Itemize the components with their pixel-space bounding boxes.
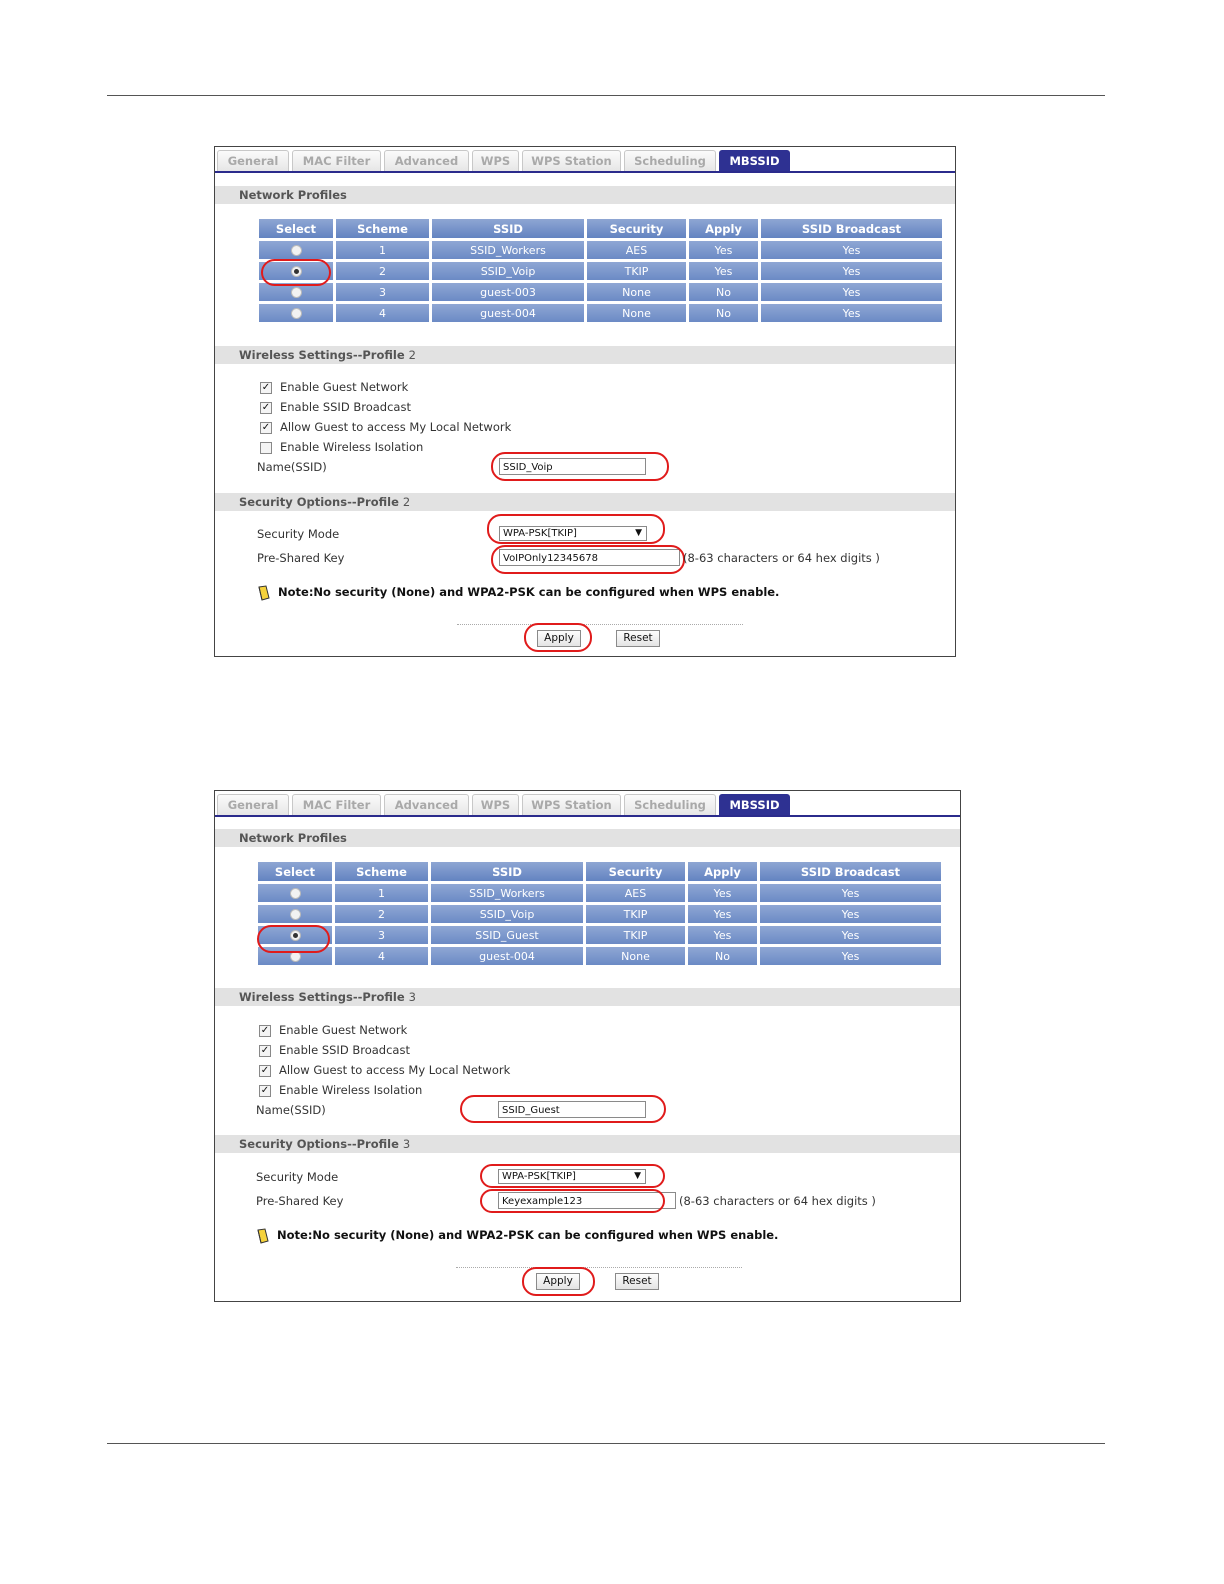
allow-guest-local-checkbox[interactable]: ✓ — [261, 421, 271, 433]
apply-button[interactable]: Apply — [536, 1273, 580, 1290]
scheme-cell: 1 — [336, 241, 429, 259]
select-cell — [258, 905, 332, 923]
enable-guest-network-checkbox[interactable]: ✓ — [260, 1024, 270, 1036]
security-cell: TKIP — [586, 905, 685, 923]
table-row — [258, 947, 941, 965]
ssid-cell: guest-003 — [432, 283, 584, 301]
dropdown-arrow-icon: ▼ — [634, 1171, 641, 1181]
allow-guest-local-row: ✓ Allow Guest to access My Local Network — [261, 420, 512, 434]
reset-button[interactable]: Reset — [615, 1273, 659, 1290]
dropdown-arrow-icon: ▼ — [635, 528, 642, 538]
select-cell — [258, 884, 332, 902]
select-cell — [259, 262, 333, 280]
security-cell: TKIP — [587, 262, 686, 280]
dotted-separator — [456, 1267, 742, 1268]
note-icon — [257, 585, 271, 601]
ssid-cell: guest-004 — [432, 304, 584, 322]
column-header-scheme: Scheme — [336, 219, 429, 238]
security-cell: None — [587, 283, 686, 301]
select-radio-scheme-4[interactable] — [291, 308, 302, 319]
security-cell: None — [586, 947, 685, 965]
dotted-separator — [457, 624, 743, 625]
tab-mac-filter[interactable]: MAC Filter — [292, 150, 381, 171]
apply-cell: Yes — [688, 926, 757, 944]
column-header-ssid: SSID — [432, 219, 584, 238]
tab-bar — [215, 147, 955, 173]
table-row — [259, 304, 942, 322]
enable-ssid-broadcast-checkbox[interactable]: ✓ — [261, 401, 271, 413]
select-radio-scheme-3[interactable] — [290, 930, 301, 941]
select-radio-scheme-1[interactable] — [291, 245, 302, 256]
profiles-table — [255, 859, 944, 968]
name-ssid-label: Name(SSID) — [256, 1103, 326, 1117]
pre-shared-key-input[interactable]: VoIPOnly12345678 — [499, 549, 680, 566]
apply-cell: No — [689, 283, 758, 301]
tab-general[interactable]: General — [217, 794, 289, 815]
broadcast-cell: Yes — [760, 926, 941, 944]
security-cell: TKIP — [586, 926, 685, 944]
tab-wps-station[interactable]: WPS Station — [522, 150, 621, 171]
top-divider — [107, 95, 1105, 96]
column-header-select: Select — [258, 862, 332, 881]
broadcast-cell: Yes — [760, 947, 941, 965]
scheme-cell: 2 — [335, 905, 428, 923]
pre-shared-key-label: Pre-Shared Key — [256, 1194, 344, 1208]
select-radio-scheme-4[interactable] — [290, 951, 301, 962]
select-cell — [259, 283, 333, 301]
key-length-hint: (8-63 characters or 64 hex digits ) — [683, 551, 880, 565]
select-radio-scheme-3[interactable] — [291, 287, 302, 298]
apply-cell: Yes — [688, 905, 757, 923]
reset-button[interactable]: Reset — [616, 630, 660, 647]
enable-guest-network-checkbox[interactable]: ✓ — [261, 381, 271, 393]
column-header-security: Security — [587, 219, 686, 238]
apply-cell: No — [688, 947, 757, 965]
apply-cell: Yes — [688, 884, 757, 902]
scheme-cell: 1 — [335, 884, 428, 902]
enable-wireless-isolation-row: Enable Wireless Isolation — [260, 439, 423, 455]
enable-wireless-isolation-row: ✓ Enable Wireless Isolation — [260, 1083, 423, 1097]
tab-scheduling[interactable]: Scheduling — [624, 150, 716, 171]
ssid-cell: guest-004 — [431, 947, 583, 965]
select-cell — [259, 304, 333, 322]
ssid-cell: SSID_Workers — [431, 884, 583, 902]
tab-wps-station[interactable]: WPS Station — [522, 794, 621, 815]
security-mode-select[interactable]: WPA-PSK[TKIP] ▼ — [499, 526, 647, 541]
scheme-cell: 3 — [335, 926, 428, 944]
apply-cell: No — [689, 304, 758, 322]
pre-shared-key-label: Pre-Shared Key — [257, 551, 345, 565]
tab-wps[interactable]: WPS — [472, 794, 519, 815]
section-security-options: Security Options--Profile 2 — [215, 493, 955, 511]
broadcast-cell: Yes — [761, 304, 942, 322]
note-icon — [256, 1228, 270, 1244]
table-row — [258, 926, 941, 944]
profiles-table — [256, 216, 945, 325]
security-cell: None — [587, 304, 686, 322]
scheme-cell: 4 — [336, 304, 429, 322]
section-security-options: Security Options--Profile 3 — [215, 1135, 960, 1153]
broadcast-cell: Yes — [761, 241, 942, 259]
enable-ssid-broadcast-row: ✓ Enable SSID Broadcast — [261, 400, 411, 414]
select-radio-scheme-1[interactable] — [290, 888, 301, 899]
scheme-cell: 3 — [336, 283, 429, 301]
security-cell: AES — [586, 884, 685, 902]
tab-general[interactable]: General — [217, 150, 289, 171]
security-cell: AES — [587, 241, 686, 259]
broadcast-cell: Yes — [760, 905, 941, 923]
tab-advanced[interactable]: Advanced — [384, 150, 469, 171]
ssid-cell: SSID_Guest — [431, 926, 583, 944]
select-radio-scheme-2[interactable] — [290, 909, 301, 920]
tab-wps[interactable]: WPS — [472, 150, 519, 171]
pre-shared-key-input[interactable]: Keyexample123 — [498, 1192, 676, 1209]
column-header-security: Security — [586, 862, 685, 881]
select-cell — [258, 947, 332, 965]
enable-wireless-isolation-checkbox[interactable] — [260, 442, 272, 454]
name-ssid-input[interactable]: SSID_Guest — [498, 1101, 646, 1118]
table-row — [258, 884, 941, 902]
broadcast-cell: Yes — [761, 283, 942, 301]
ssid-cell: SSID_Voip — [432, 262, 584, 280]
broadcast-cell: Yes — [761, 262, 942, 280]
tab-mbssid[interactable]: MBSSID — [719, 794, 790, 815]
select-cell — [258, 926, 332, 944]
mbssid-panel-profile-3 — [214, 790, 961, 1302]
scheme-cell: 4 — [335, 947, 428, 965]
column-header-apply: Apply — [689, 219, 758, 238]
allow-guest-local-checkbox[interactable]: ✓ — [260, 1064, 270, 1076]
column-header-ssid: SSID — [431, 862, 583, 881]
section-network-profiles: Network Profiles — [215, 186, 955, 204]
section-wireless-settings: Wireless Settings--Profile 2 — [215, 346, 955, 364]
mbssid-panel-profile-2 — [214, 146, 956, 657]
table-row — [258, 905, 941, 923]
tab-mbssid[interactable]: MBSSID — [719, 150, 790, 171]
tab-bar — [215, 791, 960, 817]
name-ssid-input[interactable]: SSID_Voip — [499, 458, 646, 475]
column-header-ssid-broadcast: SSID Broadcast — [760, 862, 941, 881]
apply-cell: Yes — [689, 262, 758, 280]
column-header-select: Select — [259, 219, 333, 238]
select-cell — [259, 241, 333, 259]
ssid-cell: SSID_Workers — [432, 241, 584, 259]
key-length-hint: (8-63 characters or 64 hex digits ) — [679, 1194, 876, 1208]
bottom-divider — [107, 1443, 1105, 1444]
security-mode-select[interactable]: WPA-PSK[TKIP] ▼ — [498, 1169, 646, 1184]
enable-ssid-broadcast-row: ✓ Enable SSID Broadcast — [260, 1043, 410, 1057]
enable-guest-network-row: ✓ Enable Guest Network — [260, 1023, 408, 1037]
tab-advanced[interactable]: Advanced — [384, 794, 469, 815]
section-network-profiles: Network Profiles — [215, 829, 960, 847]
security-mode-label: Security Mode — [256, 1170, 339, 1184]
tab-mac-filter[interactable]: MAC Filter — [292, 794, 381, 815]
enable-guest-network-row: ✓ Enable Guest Network — [261, 380, 409, 394]
table-row — [259, 262, 942, 280]
tab-scheduling[interactable]: Scheduling — [624, 794, 716, 815]
column-header-scheme: Scheme — [335, 862, 428, 881]
broadcast-cell: Yes — [760, 884, 941, 902]
table-row — [259, 283, 942, 301]
select-radio-scheme-2[interactable] — [291, 266, 302, 277]
security-mode-label: Security Mode — [257, 527, 340, 541]
apply-button[interactable]: Apply — [537, 630, 581, 647]
column-header-apply: Apply — [688, 862, 757, 881]
allow-guest-local-row: ✓ Allow Guest to access My Local Network — [260, 1063, 511, 1077]
ssid-cell: SSID_Voip — [431, 905, 583, 923]
enable-ssid-broadcast-checkbox[interactable]: ✓ — [260, 1044, 270, 1056]
wps-security-note: Note:No security (None) and WPA2-PSK can be configured when WPS enable. — [277, 1228, 779, 1242]
table-row — [259, 241, 942, 259]
scheme-cell: 2 — [336, 262, 429, 280]
name-ssid-label: Name(SSID) — [257, 460, 327, 474]
section-wireless-settings: Wireless Settings--Profile 3 — [215, 988, 960, 1006]
enable-wireless-isolation-checkbox[interactable]: ✓ — [260, 1084, 270, 1096]
apply-cell: Yes — [689, 241, 758, 259]
column-header-ssid-broadcast: SSID Broadcast — [761, 219, 942, 238]
wps-security-note: Note:No security (None) and WPA2-PSK can be configured when WPS enable. — [278, 585, 780, 599]
